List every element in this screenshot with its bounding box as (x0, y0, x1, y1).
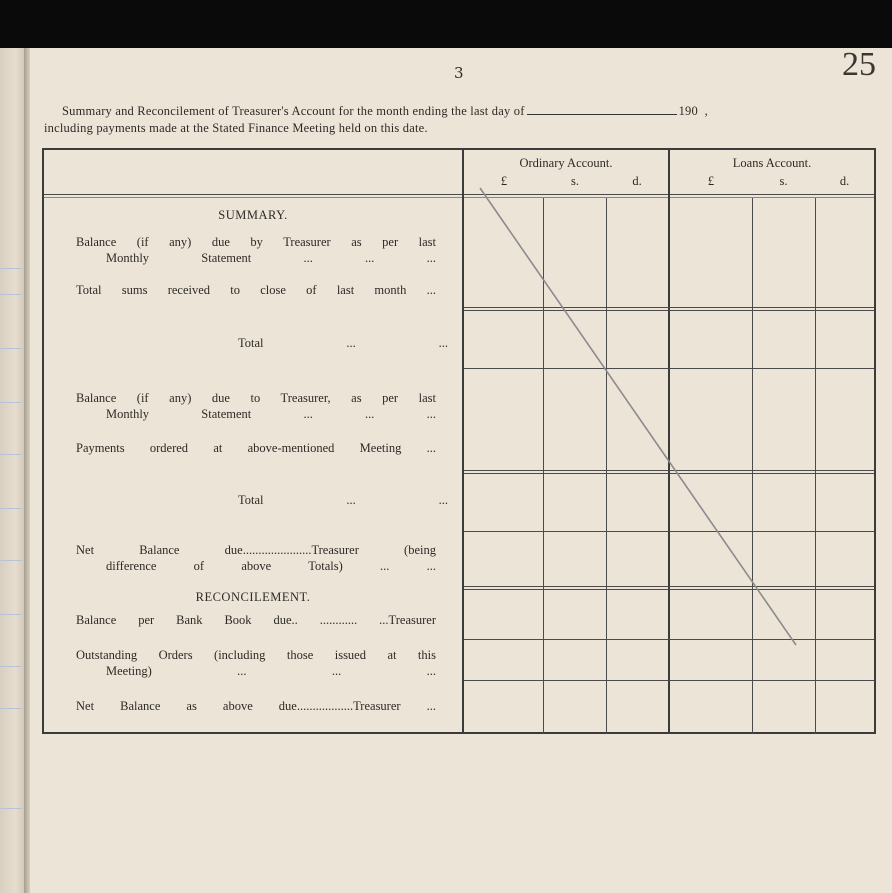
reconcilement-section-title: RECONCILEMENT. (195, 590, 311, 604)
loans-shillings-header: s. (779, 174, 788, 188)
loans-pounds-header: £ (707, 174, 715, 188)
row-text: Monthly Statement ... ... ... (106, 251, 436, 265)
heading-line-2: including payments made at the Stated Finance Meeting held on this date. (44, 121, 428, 135)
row-text: Payments ordered at above-mentioned Meeting ... (76, 441, 436, 455)
folio-number: 25 (842, 46, 876, 83)
row-text: Total ... ... (238, 493, 448, 507)
ordinary-pounds-header: £ (500, 174, 508, 188)
heading-year: 190 (678, 104, 698, 118)
summary-section-title: SUMMARY. (218, 208, 288, 222)
row-text: Balance per Bank Book due.. ............ ...Treasurer (76, 613, 436, 627)
row-text: Net Balance as above due..................Treasurer ... (76, 699, 436, 713)
page-number: 3 (454, 64, 464, 82)
row-text: Total ... ... (238, 336, 448, 350)
ordinary-account-header: Ordinary Account. (519, 156, 613, 170)
row-text: Outstanding Orders (including those issued at this (76, 648, 436, 662)
heading-text: Summary and Reconcilement of Treasurer's Account for the month ending the last day of (62, 104, 525, 118)
loans-pence-header: d. (839, 174, 850, 188)
ordinary-pence-header: d. (632, 174, 642, 188)
heading-comma: , (704, 104, 708, 118)
row-text: Monthly Statement ... ... ... (106, 407, 436, 421)
row-text: difference of above Totals) ... ... (106, 559, 436, 573)
row-text: Balance (if any) due to Treasurer, as per last (76, 391, 436, 405)
row-text: Net Balance due......................Treasurer (being (76, 543, 436, 557)
row-text: Total sums received to close of last month ... (76, 283, 436, 297)
loans-account-header: Loans Account. (732, 156, 812, 170)
ordinary-shillings-header: s. (571, 174, 579, 188)
row-text: Balance (if any) due by Treasurer as per last (76, 235, 436, 249)
row-text: Meeting) ... ... ... (106, 664, 436, 678)
